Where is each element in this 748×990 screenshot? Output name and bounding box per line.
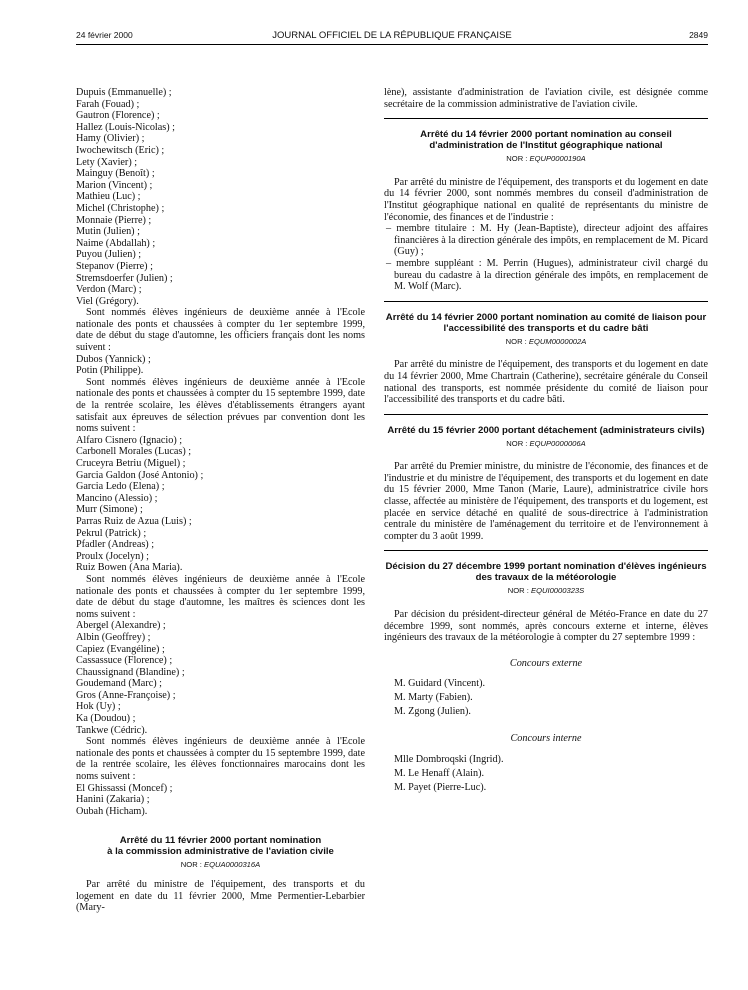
name-entry: El Ghissassi (Moncef) ; bbox=[76, 782, 173, 794]
name-entry: Marion (Vincent) ; bbox=[76, 179, 153, 191]
name-entry: Albin (Geoffrey) ; bbox=[76, 631, 151, 643]
name-entry: Cassassuce (Florence) ; bbox=[76, 655, 173, 667]
name-entry: Farah (Fouad) ; bbox=[76, 98, 140, 110]
name-list-5 bbox=[76, 783, 365, 818]
name-entry: Murr (Simone) ; bbox=[76, 504, 143, 516]
name-entry: Hanini (Zakaria) ; bbox=[76, 794, 150, 806]
header-rule bbox=[76, 44, 708, 45]
name-entry: Abergel (Alexandre) ; bbox=[76, 620, 166, 632]
name-entry: Chaussignand (Blandine) ; bbox=[76, 666, 185, 678]
decision-text: Par décision du président-directeur général de Météo-France en date du 27 décembre 1999, sont nommés, après concours externe et interne, élèves ingénieurs des travaux de la météorologie à compter du 27 septembre 1999 : bbox=[384, 609, 708, 644]
paragraph-4: Sont nommés élèves ingénieurs de deuxième année à l'Ecole nationale des ponts et chaussées à compter du 15 septembre 1999, date de la rentrée scolaire, les élèves fonctionnaires marocains dont les noms suivent : bbox=[76, 736, 365, 783]
concours-externe-label: Concours externe bbox=[509, 657, 583, 669]
bullet-item: – membre titulaire : M. Hy (Jean-Baptiste), directeur adjoint des affaires financières à la direction générale des impôts, en remplacement de M. Picard (Guy) ; bbox=[386, 223, 708, 258]
name-list-2 bbox=[76, 354, 365, 377]
name-entry: M. Marty (Fabien). bbox=[394, 692, 473, 704]
name-entry: Proulx (Jocelyn) ; bbox=[76, 550, 149, 562]
name-entry: M. Payet (Pierre-Luc). bbox=[394, 782, 487, 793]
name-entry: Garcia Galdon (José Antonio) ; bbox=[76, 469, 204, 481]
name-entry: Garcia Ledo (Elena) ; bbox=[76, 481, 165, 493]
right-column bbox=[384, 87, 708, 795]
nor-reference: NOR : EQUI0000323S bbox=[507, 586, 585, 596]
paragraph-3: Sont nommés élèves ingénieurs de deuxième année à l'Ecole nationale des ponts et chaussées à compter du 1er septembre 1999, date de début du stage d'automne, les maîtres ès sciences dont les noms suivent : bbox=[76, 573, 365, 620]
nor-reference: NOR : EQUM0000002A bbox=[505, 336, 587, 346]
name-entry: Viel (Grégory). bbox=[76, 295, 139, 307]
name-entry: Carbonell Morales (Lucas) ; bbox=[76, 446, 192, 458]
name-entry: Stepanov (Pierre) ; bbox=[76, 260, 153, 272]
header-page-number: 2849 bbox=[689, 30, 708, 40]
name-entry: Hok (Uy) ; bbox=[76, 701, 121, 713]
name-entry: Mlle Dombroqski (Ingrid). bbox=[394, 754, 504, 765]
name-entry: Pekrul (Patrick) ; bbox=[76, 527, 147, 539]
article-title-ign: Arrêté du 14 février 2000 portant nomination au conseil d'administration de l'Institut géographique national bbox=[420, 129, 672, 152]
name-entry: Gautron (Florence) ; bbox=[76, 110, 160, 122]
name-entry: Iwochewitsch (Eric) ; bbox=[76, 144, 165, 156]
name-entry: Mancino (Alessio) ; bbox=[76, 492, 158, 504]
name-entry: Hamy (Olivier) ; bbox=[76, 133, 145, 145]
name-entry: Gros (Anne-Françoise) ; bbox=[76, 689, 176, 701]
article-title: Arrêté du 11 février 2000 portant nomination à la commission administrative de l'aviation civile bbox=[107, 835, 334, 858]
name-entry: Verdon (Marc) ; bbox=[76, 284, 142, 296]
name-entry: Potin (Philippe). bbox=[76, 365, 144, 377]
name-entry: Tankwe (Cédric). bbox=[76, 724, 148, 736]
name-entry: Hallez (Louis-Nicolas) ; bbox=[76, 121, 176, 133]
name-entry: M. Zgong (Julien). bbox=[394, 706, 471, 718]
article-text: Par arrêté du ministre de l'équipement, des transports et du logement en date du 14 février 2000, Mme Chartrain (Catherine), secrétaire générale du Conseil national des transports, est nommée présidente du comité de liaison pour l'accessibilité des transports et du cadre bâti. bbox=[384, 359, 708, 406]
name-entry: Dubos (Yannick) ; bbox=[76, 353, 151, 365]
article-title-accessibilite: Arrêté du 14 février 2000 portant nomination au comité de liaison pour l'accessibilité des transports et du cadre bâti bbox=[385, 311, 707, 334]
bullet-item: – membre suppléant : M. Perrin (Hugues), administrateur civil chargé du bureau du cadastre à la direction générale des impôts, en remplacement de M. Wolf (Marc). bbox=[386, 257, 708, 293]
name-entry: Pfadler (Andreas) ; bbox=[76, 539, 155, 551]
header-date: 24 février 2000 bbox=[76, 30, 133, 40]
name-list-3 bbox=[76, 435, 365, 574]
name-entry: Mathieu (Luc) ; bbox=[76, 191, 141, 203]
nor-reference: NOR : EQUP0000006A bbox=[506, 438, 586, 448]
section-divider bbox=[384, 550, 708, 551]
internal-names bbox=[384, 753, 708, 795]
section-divider bbox=[384, 301, 708, 302]
name-entry: Oubah (Hicham). bbox=[76, 805, 148, 817]
name-entry: Mutin (Julien) ; bbox=[76, 226, 140, 238]
article-text: Par arrêté du ministre de l'équipement, des transports et du logement en date du 11 février 2000, Mme Permentier-Lebarbier (Mary- bbox=[76, 879, 365, 914]
external-names bbox=[384, 677, 708, 719]
name-entry: Cruceyra Betriu (Miguel) ; bbox=[76, 458, 186, 469]
name-list-4 bbox=[76, 620, 365, 736]
name-entry: Parras Ruiz de Azua (Luis) ; bbox=[76, 515, 192, 527]
left-column bbox=[76, 87, 365, 914]
name-entry: Dupuis (Emmanuelle) ; bbox=[76, 87, 172, 98]
name-entry: Ruiz Bowen (Ana Maria). bbox=[76, 562, 183, 574]
nor-reference: NOR : EQUA0000316A bbox=[180, 860, 261, 870]
article-text: Par arrêté du ministre de l'équipement, des transports et du logement en date du 14 février 2000, sont nommés membres du conseil d'administration de l'Institut géographique national en qualité de représentants du ministre de l'économie, des finances et de l'industrie : bbox=[384, 176, 708, 223]
decision-title-meteorologie: Décision du 27 décembre 1999 portant nomination d'élèves ingénieurs des travaux de la météorologie bbox=[385, 561, 707, 584]
name-entry: M. Le Henaff (Alain). bbox=[394, 768, 485, 779]
name-entry: Alfaro Cisnero (Ignacio) ; bbox=[76, 434, 183, 446]
name-entry: Stremsdoerfer (Julien) ; bbox=[76, 272, 173, 284]
article-text: Par arrêté du Premier ministre, du ministre de l'économie, des finances et de l'industrie et du ministre de l'équipement, des transports et du logement en date du 15 février 2000, Mme Tanon (Marie, Laure), administratrice civile hors classe, affectée au ministère de l'équipement, des transports et du logement, est placée en service détaché en qualité de sous-directrice à l'administration centrale du ministère de l'aménagement du territoire et de l'environnement à compter du 3 août 1999. bbox=[384, 461, 708, 542]
continued-text: lène), assistante d'administration de l'aviation civile, est désignée comme secrétaire de la commission administrative de l'aviation civile. bbox=[384, 87, 708, 110]
name-entry: Mainguy (Benoît) ; bbox=[76, 168, 155, 180]
section-divider bbox=[384, 414, 708, 415]
nor-reference: NOR : EQUP0000190A bbox=[506, 154, 586, 164]
paragraph-1: Sont nommés élèves ingénieurs de deuxième année à l'Ecole nationale des ponts et chaussées à compter du 1er septembre 1999, date de début du stage d'automne, les officiers français dont les noms suivent : bbox=[76, 307, 365, 354]
name-list-1 bbox=[76, 87, 365, 307]
concours-interne-label: Concours interne bbox=[510, 733, 582, 745]
name-entry: Naime (Abdallah) ; bbox=[76, 237, 156, 249]
article-title-detachement: Arrêté du 15 février 2000 portant détachement (administrateurs civils) bbox=[387, 424, 705, 436]
name-entry: Ka (Doudou) ; bbox=[76, 713, 136, 725]
name-entry: Michel (Christophe) ; bbox=[76, 202, 165, 214]
name-entry: Capiez (Evangéline) ; bbox=[76, 643, 165, 655]
name-entry: M. Guidard (Vincent). bbox=[394, 678, 486, 690]
name-entry: Lety (Xavier) ; bbox=[76, 156, 138, 168]
name-entry: Monnaie (Pierre) ; bbox=[76, 214, 152, 226]
paragraph-2: Sont nommés élèves ingénieurs de deuxième année à l'Ecole nationale des ponts et chaussées à compter du 15 septembre 1999, date de la rentrée scolaire, les élèves d'établissements étrangers ayant satisfait aux épreuves de sélection prévues par convention dont les noms suivent : bbox=[76, 376, 365, 435]
header-title: JOURNAL OFFICIEL DE LA RÉPUBLIQUE FRANÇAISE bbox=[272, 30, 512, 41]
name-entry: Goudemand (Marc) ; bbox=[76, 678, 162, 690]
section-divider bbox=[384, 118, 708, 119]
name-entry: Puyou (Julien) ; bbox=[76, 249, 142, 261]
